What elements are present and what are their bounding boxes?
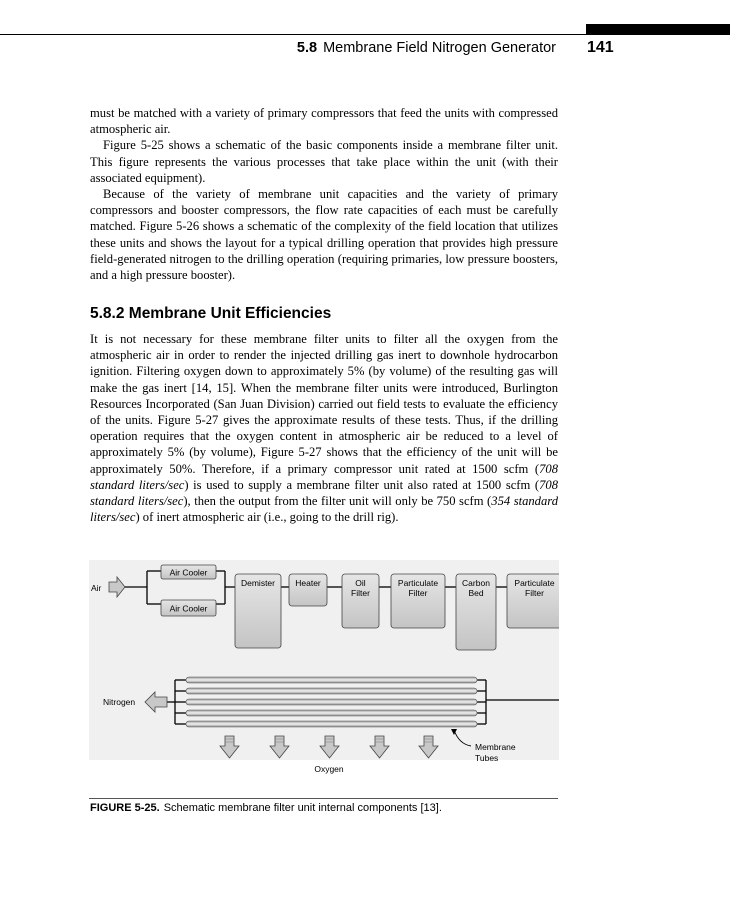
label-demister: Demister [240, 578, 276, 588]
label-carbon-bed-line1: Carbon [462, 578, 490, 588]
body-text-main [90, 331, 558, 525]
label-particulate-filter-2-line1: Particulate [514, 578, 555, 588]
label-particulate-filter-1-line1: Particulate [397, 578, 439, 588]
label-oil-filter-line2: Filter [351, 588, 370, 598]
label-carbon-bed-line2: Bed [468, 588, 484, 598]
membrane-tube [186, 699, 477, 705]
membrane-tube [186, 688, 477, 694]
label-nitrogen: Nitrogen [103, 697, 136, 707]
membrane-tube [186, 721, 477, 727]
figure-schematic [89, 560, 559, 775]
label-membrane-tubes-line1: Membrane [475, 742, 516, 752]
paragraph [90, 331, 558, 525]
text-run-italic: 708 standard liters/sec [90, 461, 558, 492]
section-title: Membrane Field Nitrogen Generator [323, 40, 556, 56]
body-text-top [90, 105, 558, 283]
paragraph: Figure 5-25 shows a schematic of the basic components inside a membrane filter unit. This figure represents the various processes that take place within the unit (with their associated equipment). [90, 138, 558, 185]
label-air: Air [91, 583, 102, 593]
page-number: 141 [587, 39, 614, 56]
text-run: ) of inert atmospheric air (i.e., going to the drill rig). [135, 510, 399, 525]
text-run-italic: 708 standard liters/sec [90, 477, 558, 509]
text-run: It is not necessary for these membrane filter units to filter all the oxygen from the atmospheric air in order to render the injected drilling gas inert to downhole hydrocarbon ignition. Filtering oxygen down to approximately 5% (by volume) of the resulting gas will make the gas inert [14, 15]. When the membrane filter units were introduced, Burlington Resources Incorporated (San Juan Division) carried out field tests to evaluate the efficiency of the units. Figure 5-27 gives the approximate results of these tests. Thus, if the drilling operation requires that the oxygen content in atmospheric air be reduced to a level of approximately 5% (by volume), Figure 5-27 shows that the efficiency of the unit will be approximately 50%. Therefore, if a primary compressor unit rated at 1500 scfm ( [90, 332, 558, 476]
label-oxygen: Oxygen [314, 764, 344, 774]
paragraph: must be matched with a variety of primary compressors that feed the units with compressed atmospheric air. [90, 106, 558, 137]
label-air-cooler-top: Air Cooler [169, 567, 208, 578]
text-run-italic: 354 standard liters/sec [90, 494, 559, 525]
caption-text: Schematic membrane filter unit internal components [13]. [163, 802, 442, 814]
label-membrane-tubes-line2: Tubes [475, 753, 499, 763]
text-run: ), then the output from the filter unit will only be 750 scfm ( [183, 494, 492, 509]
header-rule [0, 34, 730, 35]
section-number: 5.8 [296, 40, 318, 56]
caption-rule [89, 798, 558, 799]
text-run: ) is used to supply a membrane filter unit also rated at 1500 scfm ( [184, 477, 540, 492]
membrane-tube [186, 677, 477, 683]
label-air-cooler-bottom: Air Cooler [169, 603, 208, 614]
membrane-schematic-diagram [89, 560, 559, 775]
figure-caption [90, 802, 442, 814]
running-head [0, 40, 556, 56]
section-heading: 5.8.2 Membrane Unit Efficiencies [90, 305, 332, 322]
label-oil-filter-line1: Oil [355, 578, 366, 588]
label-particulate-filter-1-line2: Filter [408, 588, 428, 598]
membrane-tube [186, 710, 477, 716]
label-particulate-filter-2-line2: Filter [525, 588, 544, 598]
label-heater: Heater [295, 578, 321, 588]
caption-label: FIGURE 5-25. [90, 802, 160, 814]
paragraph: Because of the variety of membrane unit capacities and the variety of primary compressors and booster compressors, the flow rate capacities of each must be carefully matched. Figure 5-26 shows a schematic of the complexity of the field location that utilizes these units and shows the layout for a typical drilling operation that provides high pressure field-generated nitrogen to the drilling operation (requiring primaries, low pressure boosters, and a high pressure booster). [90, 187, 558, 283]
